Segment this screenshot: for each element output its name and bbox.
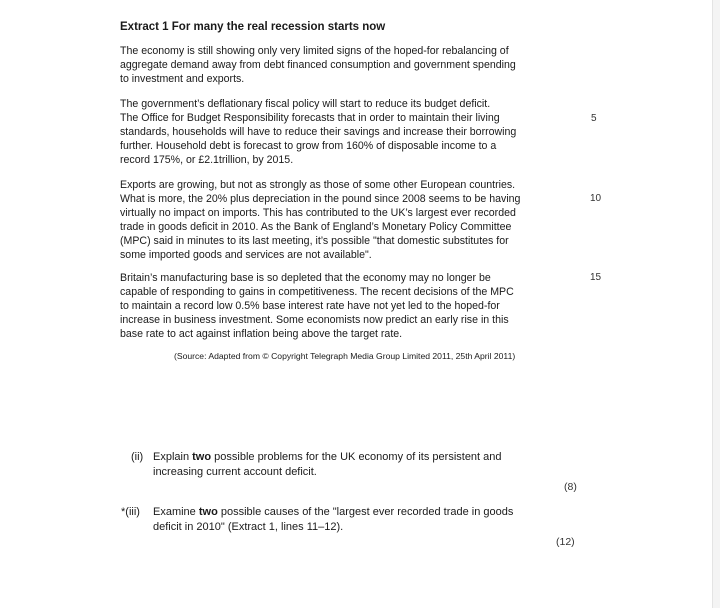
question-number: *(iii) bbox=[121, 506, 140, 518]
text-line: Exports are growing, but not as strongly as those of some other European countries. bbox=[120, 179, 516, 191]
text-line: The government’s deflationary fiscal policy will start to reduce its budget deficit. bbox=[120, 98, 491, 110]
question-text: Examine two possible causes of the "largest ever recorded trade in goods deficit in 2010" (Extract 1, lines 11–12). bbox=[153, 506, 514, 533]
question-text: Explain two possible problems for the UK economy of its persistent and increasing current account deficit. bbox=[153, 451, 502, 478]
extract-paragraph-3 bbox=[120, 178, 560, 262]
text-line: increase in business investment. Some economists now predict an early rise in this bbox=[120, 314, 509, 326]
text-line: capable of responding to gains in competitiveness. The recent decisions of the MPC bbox=[120, 286, 514, 298]
source-citation: (Source: Adapted from © Copyright Telegraph Media Group Limited 2011, 25th April 2011) bbox=[174, 351, 516, 361]
emphasis-two: two bbox=[198, 506, 218, 518]
text-line: What is more, the 20% plus depreciation in the pound since 2008 seems to be having bbox=[120, 193, 521, 205]
text-line: record 175%, or £2.1trillion, by 2015. bbox=[120, 154, 294, 166]
text-line: to investment and exports. bbox=[120, 73, 245, 85]
text-line: The Office for Budget Responsibility forecasts that in order to maintain their living bbox=[120, 112, 500, 124]
extract-paragraph-1 bbox=[120, 44, 560, 86]
line-number: 15 bbox=[590, 272, 602, 283]
text-line: trade in goods deficit in 2010. As the Bank of England’s Monetary Policy Committee bbox=[120, 221, 512, 233]
line-number: 10 bbox=[590, 193, 602, 204]
text-line: virtually no impact on imports. This has contributed to the UK’s largest ever recorded bbox=[120, 207, 516, 219]
text-line: (MPC) said in minutes to its last meeting, it’s possible "that domestic substitutes for bbox=[120, 235, 509, 247]
question-number: (ii) bbox=[131, 451, 144, 463]
text-line: to maintain a record low 0.5% base interest rate have not yet led to the hoped-for bbox=[120, 300, 500, 312]
extract-title: Extract 1 For many the real recession starts now bbox=[120, 21, 386, 33]
text-line: some imported goods and services are not available". bbox=[120, 249, 372, 261]
marks-label: (8) bbox=[564, 481, 577, 493]
text-line: standards, households will have to reduce their savings and increase their borrowing bbox=[120, 126, 517, 138]
text-line: Britain’s manufacturing base is so depleted that the economy may no longer be bbox=[120, 272, 491, 284]
text-line: base rate to act against inflation being above the target rate. bbox=[120, 328, 403, 340]
extract-paragraph-2 bbox=[120, 97, 560, 167]
emphasis-two: two bbox=[192, 451, 212, 463]
line-number: 5 bbox=[591, 113, 597, 124]
text-line: further. Household debt is forecast to grow from 160% of disposable income to a bbox=[120, 140, 497, 152]
text-line: aggregate demand away from debt financed consumption and government spending bbox=[120, 59, 516, 71]
marks-label: (12) bbox=[556, 536, 575, 548]
extract-paragraph-4 bbox=[120, 271, 560, 341]
text-line: The economy is still showing only very limited signs of the hoped-for rebalancing of bbox=[120, 45, 509, 57]
